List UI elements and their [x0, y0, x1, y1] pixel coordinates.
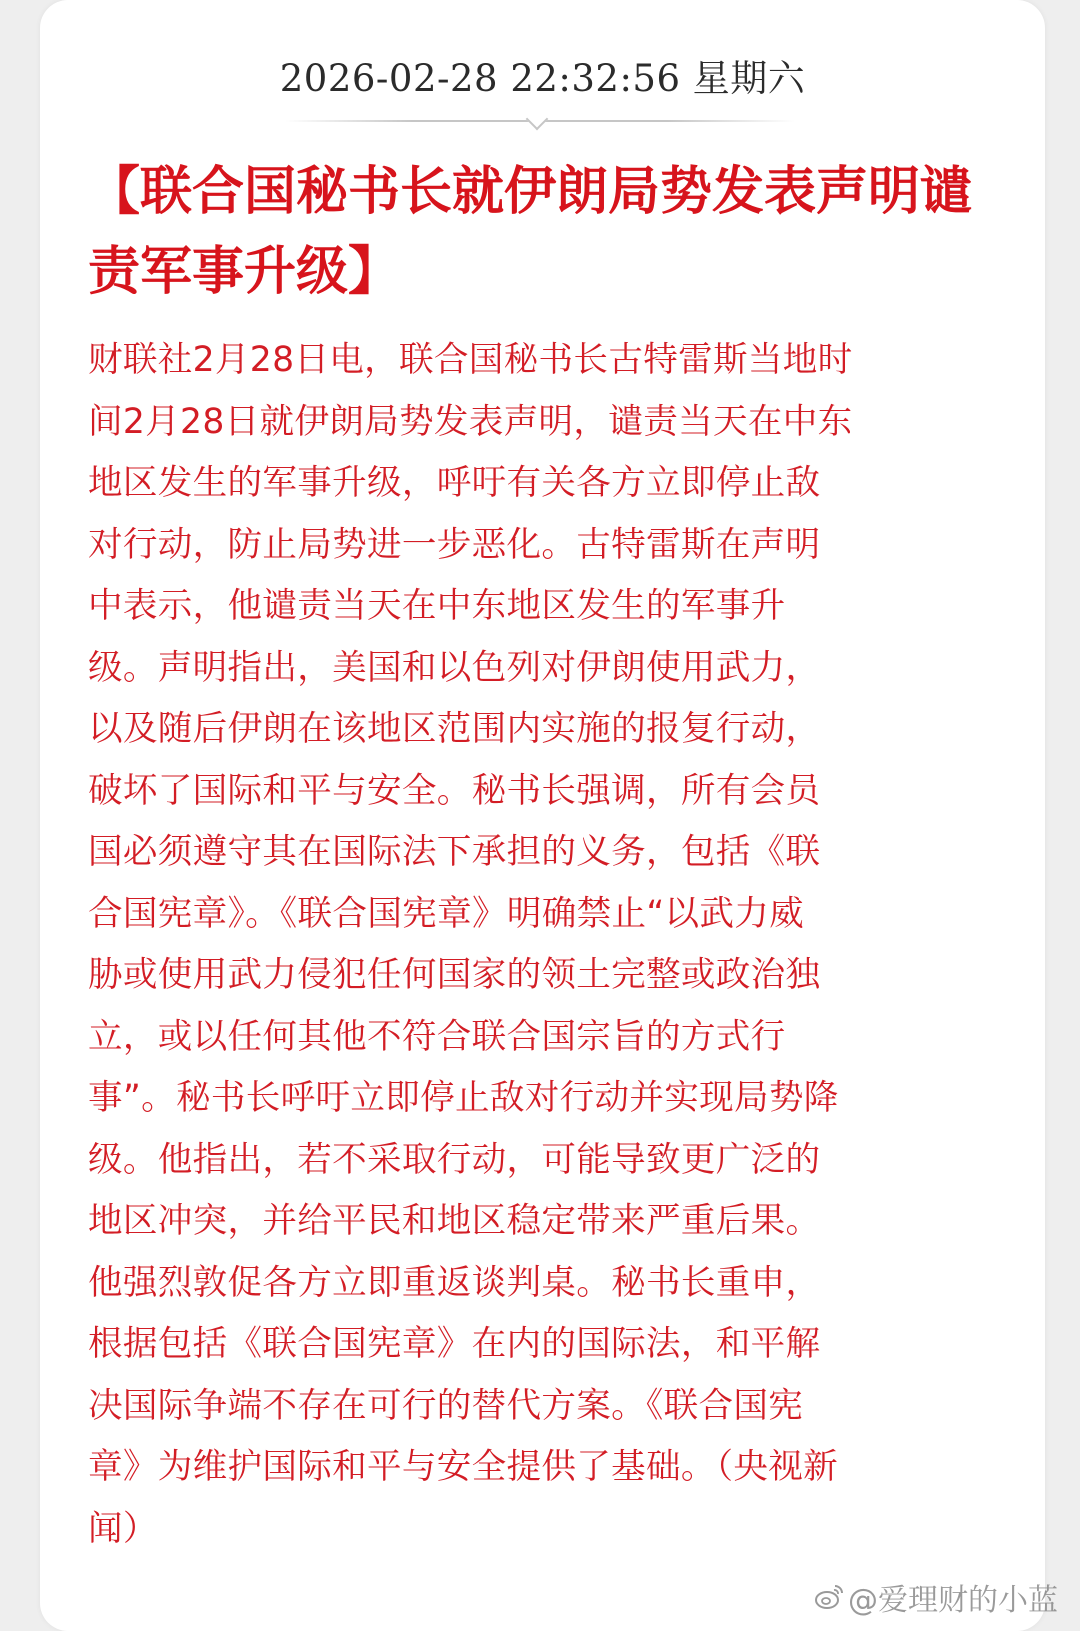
body-line: 他强烈敦促各方立即重返谈判桌。秘书长重申， — [88, 1262, 821, 1303]
body-line: 破坏了国际和平与安全。秘书长强调，所有会员 — [88, 770, 821, 811]
body-line: 地区冲突，并给平民和地区稳定带来严重后果。 — [88, 1201, 821, 1241]
body-line: 中表示，他谴责当天在中东地区发生的军事升 — [88, 586, 786, 626]
weibo-icon — [814, 1582, 844, 1612]
watermark — [814, 1575, 1058, 1619]
body-line: 胁或使用武力侵犯任何国家的领土完整或政治独 — [88, 955, 821, 995]
article-body — [88, 330, 978, 1560]
publish-datetime: 2026-02-28 22:32:56 星期六 — [279, 57, 806, 100]
body-line: 立，或以任何其他不符合联合国宗旨的方式行 — [88, 1016, 786, 1057]
article-headline: 【联合国秘书长就伊朗局势发表声明谴责军事升级】 — [88, 162, 973, 302]
body-line: 间2月28日就伊朗局势发表声明，谴责当天在中东 — [88, 401, 853, 442]
body-line: 事”。秘书长呼吁立即停止敌对行动并实现局势降 — [88, 1078, 839, 1118]
body-line: 根据包括《联合国宪章》在内的国际法，和平解 — [88, 1324, 821, 1364]
body-line: 决国际争端不存在可行的替代方案。《联合国宪 — [88, 1385, 804, 1426]
body-line: 地区发生的军事升级，呼吁有关各方立即停止敌 — [88, 463, 821, 503]
body-line: 以及随后伊朗在该地区范围内实施的报复行动， — [88, 709, 821, 749]
body-line: 章》为维护国际和平与安全提供了基础。（央视新 — [88, 1447, 839, 1487]
body-line: 合国宪章》。《联合国宪章》明确禁止“以武力威 — [88, 893, 805, 934]
body-line: 闻） — [88, 1508, 158, 1549]
body-line: 财联社2月28日电，联合国秘书长古特雷斯当地时 — [88, 340, 853, 380]
body-line: 对行动，防止局势进一步恶化。古特雷斯在声明 — [88, 524, 821, 565]
body-line: 级。他指出，若不采取行动，可能导致更广泛的 — [88, 1139, 821, 1180]
body-line: 国必须遵守其在国际法下承担的义务，包括《联 — [88, 832, 821, 872]
watermark-text: @爱理财的小蓝 — [848, 1583, 1058, 1618]
body-line: 级。声明指出，美国和以色列对伊朗使用武力， — [88, 647, 821, 688]
